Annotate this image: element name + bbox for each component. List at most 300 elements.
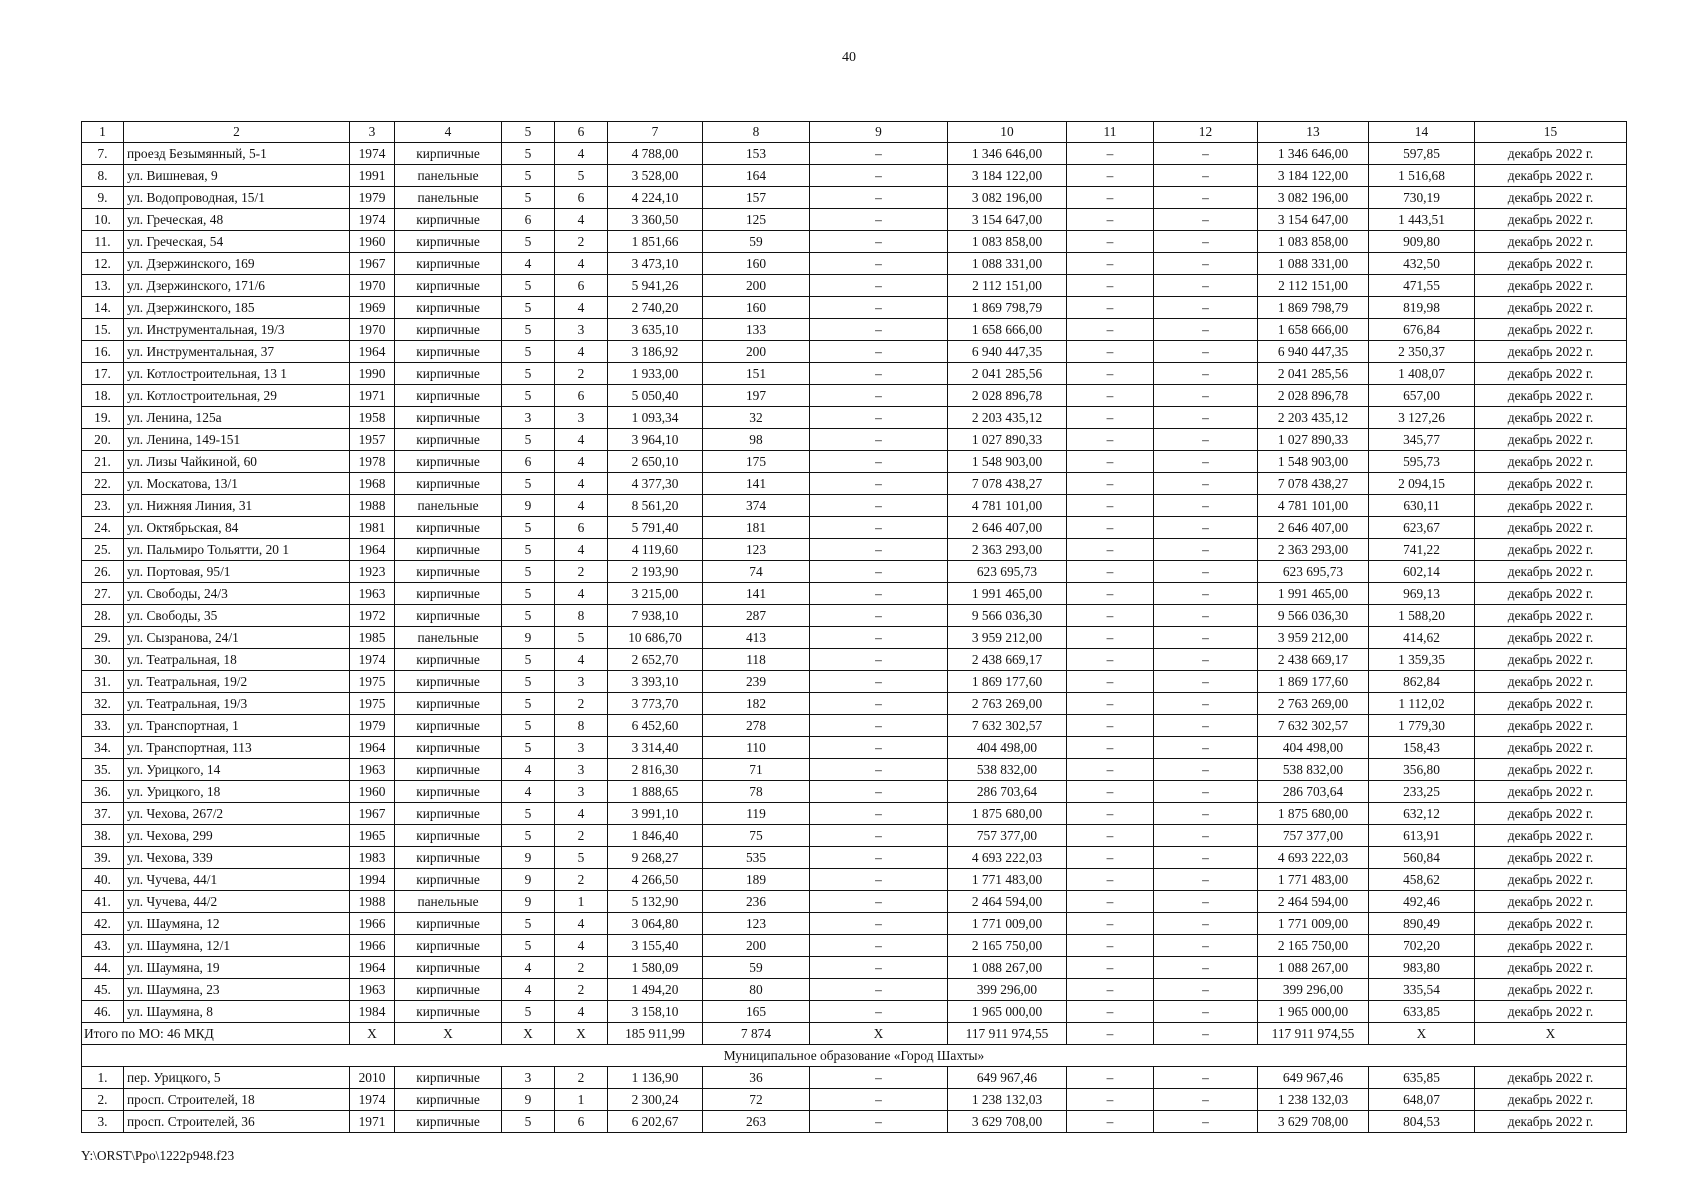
table-cell: 141: [703, 583, 810, 605]
table-cell: кирпичные: [395, 957, 502, 979]
table-cell: –: [810, 517, 948, 539]
table-cell: –: [810, 869, 948, 891]
table-cell: 1963: [350, 583, 395, 605]
table-cell: кирпичные: [395, 825, 502, 847]
header-row: [82, 122, 1627, 143]
table-cell: 4 781 101,00: [948, 495, 1067, 517]
table-cell: 5 791,40: [608, 517, 703, 539]
table-cell: 9: [502, 495, 555, 517]
table-cell: –: [1067, 693, 1154, 715]
table-cell: 9 268,27: [608, 847, 703, 869]
table-cell: кирпичные: [395, 561, 502, 583]
table-cell: 8: [555, 715, 608, 737]
table-cell: 2 464 594,00: [948, 891, 1067, 913]
table-cell: 2 652,70: [608, 649, 703, 671]
table-cell: декабрь 2022 г.: [1475, 605, 1627, 627]
table-cell: ул. Урицкого, 18: [124, 781, 350, 803]
table-cell: –: [1067, 671, 1154, 693]
table-cell: 1968: [350, 473, 395, 495]
table-cell: ул. Портовая, 95/1: [124, 561, 350, 583]
table-cell: –: [1154, 979, 1258, 1001]
table-cell: декабрь 2022 г.: [1475, 715, 1627, 737]
table-row: [82, 143, 1627, 165]
table-cell: 1 088 267,00: [948, 957, 1067, 979]
table-cell: 1 136,90: [608, 1067, 703, 1089]
table-row: [82, 803, 1627, 825]
table-cell: –: [810, 1067, 948, 1089]
table-cell: 1974: [350, 649, 395, 671]
table-cell: 7 632 302,57: [1258, 715, 1369, 737]
table-cell: 819,98: [1369, 297, 1475, 319]
table-cell: 2 041 285,56: [948, 363, 1067, 385]
table-cell: кирпичные: [395, 429, 502, 451]
table-row: [82, 737, 1627, 759]
table-cell: 1 027 890,33: [1258, 429, 1369, 451]
table-cell: декабрь 2022 г.: [1475, 539, 1627, 561]
table-cell: X: [810, 1023, 948, 1045]
table-cell: 862,84: [1369, 671, 1475, 693]
table-cell: 1 443,51: [1369, 209, 1475, 231]
table-row: [82, 715, 1627, 737]
table-cell: –: [1154, 1089, 1258, 1111]
table-cell: кирпичные: [395, 1067, 502, 1089]
table-cell: кирпичные: [395, 869, 502, 891]
table-cell: декабрь 2022 г.: [1475, 847, 1627, 869]
table-cell: ул. Ленина, 149-151: [124, 429, 350, 451]
table-cell: 15.: [82, 319, 124, 341]
table-cell: 623 695,73: [1258, 561, 1369, 583]
table-row: [82, 297, 1627, 319]
table-row: [82, 231, 1627, 253]
table-cell: 1 588,20: [1369, 605, 1475, 627]
table-cell: –: [810, 209, 948, 231]
table-cell: 969,13: [1369, 583, 1475, 605]
table-cell: –: [1067, 891, 1154, 913]
table-cell: ул. Транспортная, 113: [124, 737, 350, 759]
table-cell: 4: [555, 495, 608, 517]
table-cell: 10 686,70: [608, 627, 703, 649]
table-cell: 2 363 293,00: [1258, 539, 1369, 561]
table-cell: 2 763 269,00: [1258, 693, 1369, 715]
table-cell: декабрь 2022 г.: [1475, 253, 1627, 275]
table-cell: 5: [502, 143, 555, 165]
table-row: [82, 759, 1627, 781]
table-cell: –: [810, 319, 948, 341]
table-cell: кирпичные: [395, 363, 502, 385]
table-cell: декабрь 2022 г.: [1475, 187, 1627, 209]
table-cell: 2: [555, 957, 608, 979]
table-cell: –: [1154, 803, 1258, 825]
table-cell: 630,11: [1369, 495, 1475, 517]
table-cell: 1971: [350, 1111, 395, 1133]
table-cell: кирпичные: [395, 253, 502, 275]
table-cell: 278: [703, 715, 810, 737]
table-cell: –: [1067, 253, 1154, 275]
table-row: [82, 165, 1627, 187]
table-cell: –: [810, 451, 948, 473]
table-cell: –: [810, 165, 948, 187]
table-cell: 12: [1154, 122, 1258, 143]
table-cell: 1964: [350, 539, 395, 561]
table-cell: 98: [703, 429, 810, 451]
table-cell: 1 771 483,00: [1258, 869, 1369, 891]
table-cell: 72: [703, 1089, 810, 1111]
table-cell: 6 202,67: [608, 1111, 703, 1133]
table-cell: 185 911,99: [608, 1023, 703, 1045]
table-cell: 3 393,10: [608, 671, 703, 693]
table-cell: 1970: [350, 275, 395, 297]
table-cell: 1966: [350, 935, 395, 957]
table-cell: –: [1154, 187, 1258, 209]
table-cell: декабрь 2022 г.: [1475, 297, 1627, 319]
table-cell: 165: [703, 1001, 810, 1023]
table-cell: 34.: [82, 737, 124, 759]
table-cell: 24.: [82, 517, 124, 539]
table-cell: декабрь 2022 г.: [1475, 891, 1627, 913]
table-cell: 181: [703, 517, 810, 539]
table-cell: декабрь 2022 г.: [1475, 979, 1627, 1001]
table-cell: 151: [703, 363, 810, 385]
table-cell: 5: [502, 605, 555, 627]
table-cell: кирпичные: [395, 759, 502, 781]
table-cell: 1 088 267,00: [1258, 957, 1369, 979]
table-cell: –: [1067, 187, 1154, 209]
table-cell: 3 184 122,00: [948, 165, 1067, 187]
table-cell: 9 566 036,30: [948, 605, 1067, 627]
table-cell: –: [1154, 913, 1258, 935]
table-cell: 374: [703, 495, 810, 517]
table-cell: –: [1067, 539, 1154, 561]
table-cell: 1964: [350, 957, 395, 979]
table-cell: 3 773,70: [608, 693, 703, 715]
table-cell: –: [1067, 1067, 1154, 1089]
table-cell: –: [1067, 407, 1154, 429]
table-cell: –: [1154, 143, 1258, 165]
table-cell: 414,62: [1369, 627, 1475, 649]
table-cell: 613,91: [1369, 825, 1475, 847]
table-cell: 5: [502, 165, 555, 187]
table-cell: 3 154 647,00: [948, 209, 1067, 231]
table-cell: кирпичные: [395, 1001, 502, 1023]
table-cell: 75: [703, 825, 810, 847]
table-cell: 1963: [350, 979, 395, 1001]
table-cell: ул. Нижняя Линия, 31: [124, 495, 350, 517]
table-cell: ул. Лизы Чайкиной, 60: [124, 451, 350, 473]
table-cell: 633,85: [1369, 1001, 1475, 1023]
total-row: [82, 1023, 1627, 1045]
table-cell: –: [810, 231, 948, 253]
table-cell: 1957: [350, 429, 395, 451]
table-cell: 3 635,10: [608, 319, 703, 341]
table-cell: декабрь 2022 г.: [1475, 429, 1627, 451]
table-row: [82, 825, 1627, 847]
table-cell: –: [1067, 231, 1154, 253]
table-cell: 2 112 151,00: [1258, 275, 1369, 297]
table-cell: 44.: [82, 957, 124, 979]
table-row: [82, 869, 1627, 891]
table-cell: –: [1154, 1001, 1258, 1023]
table-cell: –: [1154, 231, 1258, 253]
table-cell: декабрь 2022 г.: [1475, 275, 1627, 297]
table-cell: 1 346 646,00: [1258, 143, 1369, 165]
table-cell: 5: [502, 671, 555, 693]
table-row: [82, 473, 1627, 495]
table-cell: –: [810, 495, 948, 517]
table-cell: 702,20: [1369, 935, 1475, 957]
table-cell: ул. Транспортная, 1: [124, 715, 350, 737]
table-cell: –: [810, 341, 948, 363]
table-cell: –: [810, 473, 948, 495]
table-cell: 10.: [82, 209, 124, 231]
table-cell: –: [1154, 363, 1258, 385]
table-cell: 2 041 285,56: [1258, 363, 1369, 385]
table-cell: 6 940 447,35: [1258, 341, 1369, 363]
table-cell: –: [1067, 385, 1154, 407]
table-cell: –: [1067, 605, 1154, 627]
table-cell: 123: [703, 913, 810, 935]
table-cell: 133: [703, 319, 810, 341]
table-cell: 8.: [82, 165, 124, 187]
table-cell: 153: [703, 143, 810, 165]
table-cell: 26.: [82, 561, 124, 583]
table-cell: 21.: [82, 451, 124, 473]
table-cell: –: [1154, 275, 1258, 297]
table-cell: 5: [502, 187, 555, 209]
table-cell: 1 658 666,00: [948, 319, 1067, 341]
table-cell: 757 377,00: [1258, 825, 1369, 847]
table-cell: 20.: [82, 429, 124, 451]
table-cell: X: [1475, 1023, 1627, 1045]
table-cell: 1974: [350, 1089, 395, 1111]
table-cell: –: [810, 825, 948, 847]
table-cell: ул. Греческая, 48: [124, 209, 350, 231]
table-cell: 22.: [82, 473, 124, 495]
table-cell: –: [1067, 935, 1154, 957]
table-row: [82, 363, 1627, 385]
table-cell: –: [1067, 517, 1154, 539]
table-cell: кирпичные: [395, 231, 502, 253]
table-cell: 5: [502, 297, 555, 319]
table-cell: 1981: [350, 517, 395, 539]
table-cell: 1 658 666,00: [1258, 319, 1369, 341]
table-cell: панельные: [395, 891, 502, 913]
table-cell: 3: [502, 407, 555, 429]
table-cell: 6: [555, 1111, 608, 1133]
table-row: [82, 495, 1627, 517]
table-cell: 1 083 858,00: [1258, 231, 1369, 253]
table-cell: 286 703,64: [1258, 781, 1369, 803]
table-cell: 35.: [82, 759, 124, 781]
table-cell: ул. Сызранова, 24/1: [124, 627, 350, 649]
table-cell: 3: [555, 407, 608, 429]
table-cell: ул. Шаумяна, 23: [124, 979, 350, 1001]
table-cell: декабрь 2022 г.: [1475, 209, 1627, 231]
table-cell: ул. Шаумяна, 12/1: [124, 935, 350, 957]
table-cell: 12.: [82, 253, 124, 275]
table-cell: –: [1067, 869, 1154, 891]
table-cell: –: [810, 561, 948, 583]
table-cell: 5: [502, 275, 555, 297]
table-cell: кирпичные: [395, 781, 502, 803]
table-cell: ул. Котлостроительная, 29: [124, 385, 350, 407]
table-cell: 14.: [82, 297, 124, 319]
table-cell: 1 771 009,00: [948, 913, 1067, 935]
table-cell: 1 346 646,00: [948, 143, 1067, 165]
table-cell: 3 082 196,00: [948, 187, 1067, 209]
table-cell: кирпичные: [395, 649, 502, 671]
table-cell: –: [810, 1001, 948, 1023]
table-cell: 6: [555, 187, 608, 209]
table-cell: 983,80: [1369, 957, 1475, 979]
table-cell: 5 132,90: [608, 891, 703, 913]
table-cell: 164: [703, 165, 810, 187]
table-cell: 1 408,07: [1369, 363, 1475, 385]
table-cell: –: [810, 891, 948, 913]
table-cell: –: [1067, 495, 1154, 517]
table-cell: 10: [948, 122, 1067, 143]
table-cell: 3 314,40: [608, 737, 703, 759]
table-row: [82, 429, 1627, 451]
table-cell: 1963: [350, 759, 395, 781]
table-cell: 3 064,80: [608, 913, 703, 935]
table-cell: 5 050,40: [608, 385, 703, 407]
table-cell: –: [810, 957, 948, 979]
table-cell: кирпичные: [395, 209, 502, 231]
table-row: [82, 319, 1627, 341]
table-cell: 2: [124, 122, 350, 143]
table-cell: 80: [703, 979, 810, 1001]
table-cell: ул. Инструментальная, 37: [124, 341, 350, 363]
table-cell: кирпичные: [395, 1089, 502, 1111]
table-cell: 19.: [82, 407, 124, 429]
table-cell: 2 438 669,17: [948, 649, 1067, 671]
table-cell: 1 846,40: [608, 825, 703, 847]
table-row: [82, 649, 1627, 671]
table-cell: 4: [555, 649, 608, 671]
table-cell: 2: [555, 979, 608, 1001]
table-cell: ул. Дзержинского, 171/6: [124, 275, 350, 297]
table-cell: 535: [703, 847, 810, 869]
table-cell: –: [1154, 253, 1258, 275]
table-cell: X: [1369, 1023, 1475, 1045]
table-cell: 1975: [350, 693, 395, 715]
table-cell: 3 155,40: [608, 935, 703, 957]
table-cell: –: [810, 935, 948, 957]
table-cell: просп. Строителей, 36: [124, 1111, 350, 1133]
table-cell: ул. Октябрьская, 84: [124, 517, 350, 539]
table-cell: 1: [555, 1089, 608, 1111]
table-cell: –: [810, 847, 948, 869]
table-cell: 1 888,65: [608, 781, 703, 803]
table-cell: 471,55: [1369, 275, 1475, 297]
table-cell: ул. Инструментальная, 19/3: [124, 319, 350, 341]
table-cell: проезд Безымянный, 5-1: [124, 143, 350, 165]
table-cell: 5: [502, 517, 555, 539]
table-cell: –: [1067, 649, 1154, 671]
table-cell: 17.: [82, 363, 124, 385]
table-cell: 1 088 331,00: [948, 253, 1067, 275]
table-cell: 2 438 669,17: [1258, 649, 1369, 671]
table-cell: –: [810, 1111, 948, 1133]
table-cell: 676,84: [1369, 319, 1475, 341]
table-cell: –: [1154, 341, 1258, 363]
table-cell: кирпичные: [395, 605, 502, 627]
table-cell: 233,25: [1369, 781, 1475, 803]
table-cell: 2 363 293,00: [948, 539, 1067, 561]
table-cell: 4 266,50: [608, 869, 703, 891]
table-cell: декабрь 2022 г.: [1475, 319, 1627, 341]
table-cell: X: [555, 1023, 608, 1045]
table-cell: 5: [555, 165, 608, 187]
table-cell: 1983: [350, 847, 395, 869]
table-cell: –: [1154, 693, 1258, 715]
table-cell: 4: [555, 473, 608, 495]
table-cell: X: [395, 1023, 502, 1045]
table-cell: –: [1067, 341, 1154, 363]
table-cell: 649 967,46: [1258, 1067, 1369, 1089]
table-cell: декабрь 2022 г.: [1475, 385, 1627, 407]
table-cell: –: [810, 627, 948, 649]
table-cell: –: [1154, 935, 1258, 957]
table-cell: –: [1067, 429, 1154, 451]
table-cell: 5: [502, 1111, 555, 1133]
table-cell: –: [1154, 473, 1258, 495]
table-cell: –: [1067, 165, 1154, 187]
table-cell: 4 224,10: [608, 187, 703, 209]
table-cell: 3 528,00: [608, 165, 703, 187]
table-cell: 8: [555, 605, 608, 627]
table-cell: 4: [395, 122, 502, 143]
table-cell: ул. Чехова, 299: [124, 825, 350, 847]
table-cell: –: [1067, 363, 1154, 385]
table-cell: 6: [502, 451, 555, 473]
table-cell: 890,49: [1369, 913, 1475, 935]
table-cell: 2010: [350, 1067, 395, 1089]
table-cell: 4: [555, 297, 608, 319]
table-cell: 7.: [82, 143, 124, 165]
table-cell: декабрь 2022 г.: [1475, 693, 1627, 715]
table-cell: 4: [555, 429, 608, 451]
table-cell: 43.: [82, 935, 124, 957]
table-cell: 2 112 151,00: [948, 275, 1067, 297]
table-cell: 632,12: [1369, 803, 1475, 825]
table-cell: 560,84: [1369, 847, 1475, 869]
table-cell: 182: [703, 693, 810, 715]
table-row: [82, 605, 1627, 627]
table-cell: 41.: [82, 891, 124, 913]
table-cell: –: [1154, 1067, 1258, 1089]
table-row: [82, 847, 1627, 869]
table-row: [82, 1089, 1627, 1111]
table-cell: 5: [555, 847, 608, 869]
table-cell: 78: [703, 781, 810, 803]
table-cell: 2 350,37: [1369, 341, 1475, 363]
table-cell: 1 516,68: [1369, 165, 1475, 187]
table-cell: –: [1067, 759, 1154, 781]
table-cell: 4: [555, 341, 608, 363]
table-cell: –: [1154, 759, 1258, 781]
table-cell: 1 875 680,00: [948, 803, 1067, 825]
table-cell: кирпичные: [395, 803, 502, 825]
table-cell: 1988: [350, 495, 395, 517]
table-cell: –: [810, 407, 948, 429]
table-cell: 1 027 890,33: [948, 429, 1067, 451]
table-cell: 27.: [82, 583, 124, 605]
table-cell: 909,80: [1369, 231, 1475, 253]
table-cell: 1 083 858,00: [948, 231, 1067, 253]
table-cell: 5: [502, 429, 555, 451]
table-cell: 7 632 302,57: [948, 715, 1067, 737]
